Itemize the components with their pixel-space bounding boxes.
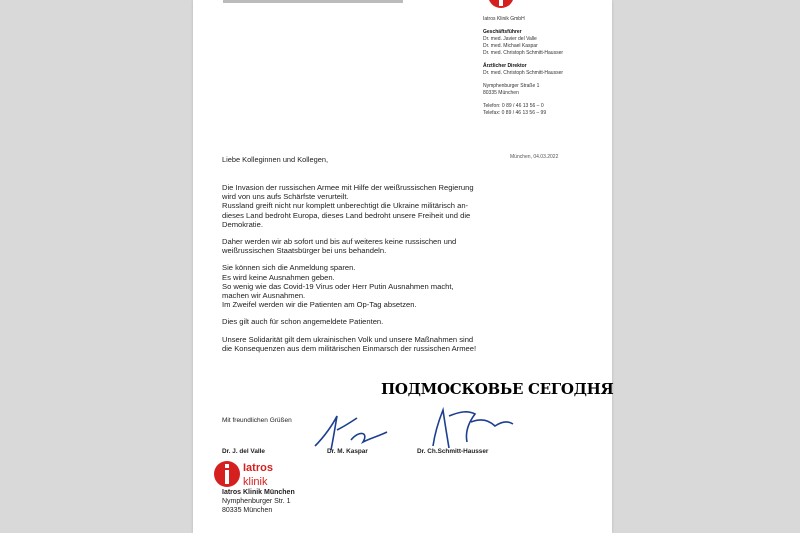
paragraph-5: Unsere Solidarität gilt dem ukrainischen Volk und unsere Maßnahmen sind die Konsequenzen aus dem militärischen Einmarsch der russischen Armee!: [222, 334, 477, 353]
signature-schmitt-hausser-icon: [425, 402, 515, 452]
watermark: ПОДМОСКОВЬЕ СЕГОДНЯ: [381, 380, 614, 398]
medical-director-title: Ärztlicher Direktor: [483, 63, 527, 69]
city: 80335 München: [483, 90, 519, 96]
signer-1: Dr. J. del Valle: [222, 448, 265, 455]
management-title: Geschäftsführer: [483, 29, 522, 35]
cropped-header-line: [223, 0, 403, 3]
logo-text-klinik: klinik: [243, 476, 268, 488]
closing: Mit freundlichen Grüßen: [222, 417, 292, 424]
logo-mark-top-icon: [488, 0, 514, 8]
company-name: Iatros Klinik GmbH: [483, 16, 525, 22]
paragraph-1: Die Invasion der russischen Armee mit Hilfe der weißrussischen Regierung wird von uns aufs Schärfste verurteilt. Russland greift nicht nur komplett unberechtigt die Ukraine militärisch an- dieses Land bedroht Europa, dieses Land bedroht unsere Freiheit und die Demokratie.: [222, 183, 474, 229]
medical-director: Dr. med. Christoph Schmitt-Hausser: [483, 70, 564, 76]
greeting: Liebe Kolleginnen und Kollegen,: [222, 155, 329, 164]
paragraph-3: Sie können sich die Anmeldung sparen. Es wird keine Ausnahmen geben. So wenig wie das Covid-19 Virus oder Herr Putin Ausnahmen macht, machen wir Ausnahmen. Im Zweifel werden wir die Patienten am Op-Tag absetzen.: [222, 263, 454, 310]
manager-2: Dr. med. Michael Kaspar: [483, 43, 538, 49]
background-right: [612, 0, 800, 533]
paragraph-4: Dies gilt auch für schon angemeldete Patienten.: [222, 317, 384, 327]
background-left: [0, 0, 193, 533]
footer-address: [222, 488, 295, 515]
logo-text-iatros: Iatros: [243, 462, 273, 474]
footer-city: 80335 München: [222, 507, 273, 514]
fax: Telefax: 0 89 / 46 13 56 – 99: [483, 110, 547, 116]
paragraph-2: Daher werden wir ab sofort und bis auf weiteres keine russischen und weißrussischen Staatsbürger bei uns behandeln.: [222, 237, 457, 256]
footer-name: Iatros Klinik München: [222, 489, 295, 496]
phone: Telefon: 0 89 / 46 13 56 – 0: [483, 103, 544, 109]
footer-street: Nymphenburger Str. 1: [222, 498, 291, 505]
letter-date: München, 04.03.2022: [510, 154, 559, 160]
letterhead-sidebar: [483, 16, 608, 117]
iatros-logo-icon: [213, 460, 241, 488]
signer-2: Dr. M. Kaspar: [327, 448, 368, 455]
letter-body: [222, 183, 592, 361]
signature-kaspar-icon: [311, 410, 391, 452]
street: Nymphenburger Straße 1: [483, 83, 540, 89]
letter-page: [193, 0, 612, 533]
signer-3: Dr. Ch.Schmitt-Hausser: [417, 448, 489, 455]
manager-3: Dr. med. Christoph Schmitt-Hausser: [483, 50, 564, 56]
manager-1: Dr. med. Javier del Valle: [483, 36, 537, 42]
